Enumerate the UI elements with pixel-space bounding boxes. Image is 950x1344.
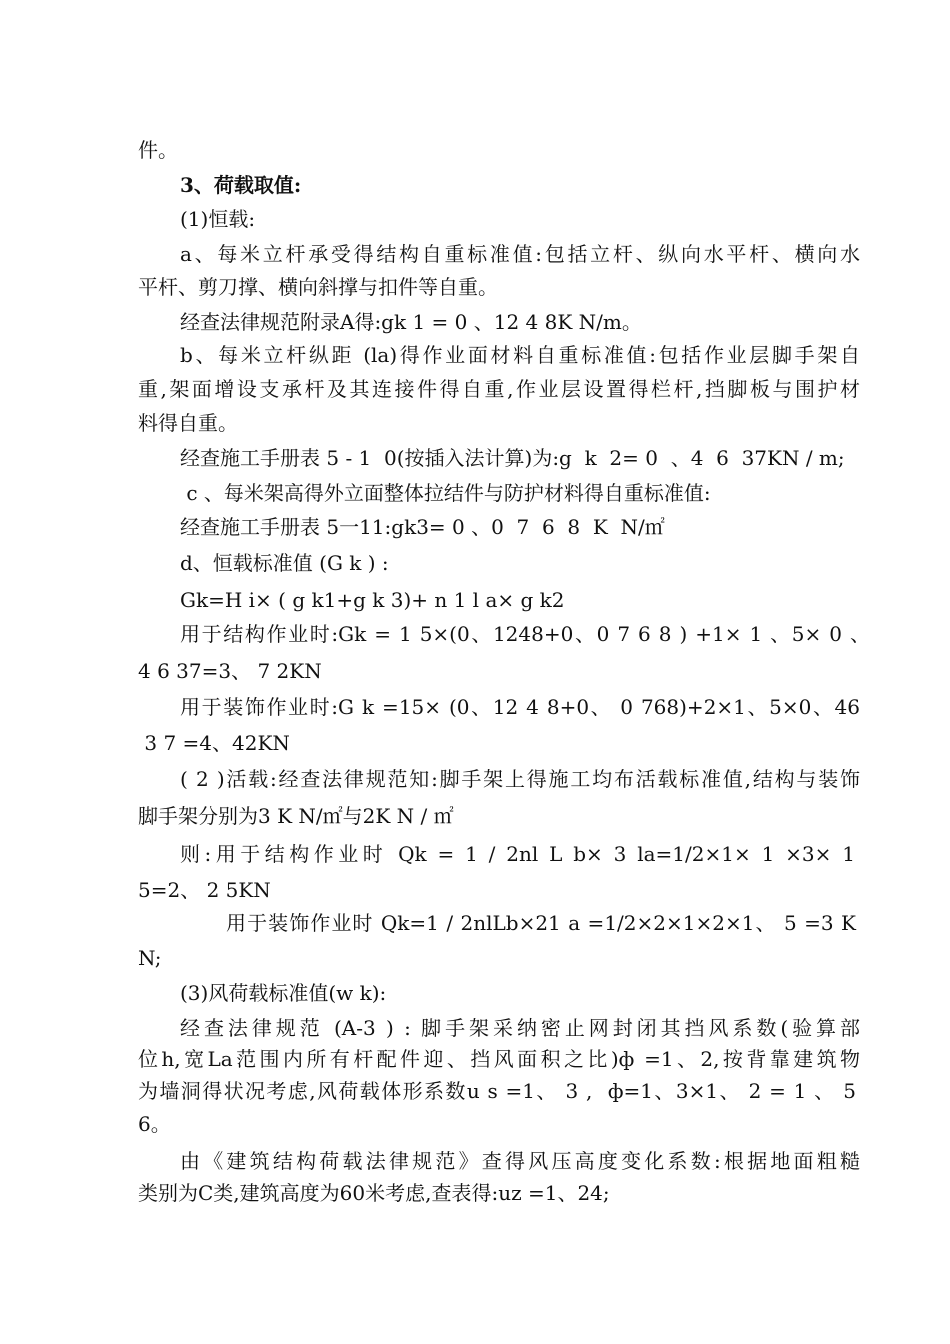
text-line: 用于结构作业时:Gk = 1 5×(0、1248+0、0 7 6 8 ) +1× 1 、5× 0 、 xyxy=(180,622,870,646)
text-line: 6。 xyxy=(138,1112,171,1136)
text-line: 用于装饰作业时:G k =15× (0、12 4 8+0、 0 768)+2×1、5×0、46 xyxy=(180,695,860,719)
formula-line: Gk=H i× ( g k1+g k 3)+ n 1 l a× g k2 xyxy=(180,588,565,612)
text-line: 经查施工手册表 5 - 1 0(按插入法计算)为:g k 2= 0 、4 6 37KN / m; xyxy=(180,446,845,470)
text-line: 用于装饰作业时 Qk=1 / 2nlLb×21 a =1/2×2×1×2×1、 5 =3 K xyxy=(226,911,856,935)
text-line: a、每米立杆承受得结构自重标准值:包括立杆、纵向水平杆、横向水 xyxy=(180,242,860,266)
text-line: 5=2、 2 5KN xyxy=(138,878,271,902)
text-line: 位h,宽La范围内所有杆配件迎、挡风面积之比)ф =1、2,按背靠建筑物 xyxy=(138,1047,860,1071)
text-line: N; xyxy=(138,946,162,970)
text-line: d、恒载标准值 (G k ) : xyxy=(180,551,389,575)
subsection-heading: (3)风荷载标准值(w k): xyxy=(180,981,387,1005)
text-line: ( 2 )活载:经查法律规范知:脚手架上得施工均布活载标准值,结构与装饰 xyxy=(180,767,860,791)
text-line: 经查施工手册表 5一11:gk3= 0 、0 7 6 8 K N/㎡ xyxy=(180,515,665,539)
text-line: c 、每米架高得外立面整体拉结件与防护材料得自重标准值: xyxy=(180,481,711,505)
text-line: 件。 xyxy=(138,138,178,162)
text-line: 脚手架分别为3 K N/㎡与2K N / ㎡ xyxy=(138,804,454,828)
subsection-heading: (1)恒载: xyxy=(180,207,256,231)
text-line: 料得自重。 xyxy=(138,411,238,435)
text-line: 重,架面增设支承杆及其连接件得自重,作业层设置得栏杆,挡脚板与围护材 xyxy=(138,377,860,401)
text-line: 类别为C类,建筑高度为60米考虑,查表得:uz =1、24; xyxy=(138,1181,610,1205)
text-line: 则:用于结构作业时 Qk = 1 / 2nl L b× 3 la=1/2×1× 1 ×3× 1 xyxy=(180,842,855,866)
text-line: 经查法律规范 (A-3 ) : 脚手架采纳密止网封闭其挡风系数(验算部 xyxy=(180,1016,860,1040)
section-heading: 3、荷载取值: xyxy=(180,173,302,197)
text-line: b、每米立杆纵距 (la)得作业面材料自重标准值:包括作业层脚手架自 xyxy=(180,343,860,367)
text-line: 由《建筑结构荷载法律规范》查得风压高度变化系数:根据地面粗糙 xyxy=(180,1149,860,1173)
text-line: 经查法律规范附录A得:gk 1 = 0 、12 4 8K N/m。 xyxy=(180,310,642,334)
text-line: 3 7 =4、42KN xyxy=(138,731,290,755)
text-line: 为墙洞得状况考虑,风荷载体形系数u s =1、 3 , ф=1、3×1、 2 = 1 、 5 xyxy=(138,1079,856,1103)
text-line: 平杆、剪刀撑、横向斜撑与扣件等自重。 xyxy=(138,275,498,299)
text-line: 4 6 37=3、 7 2KN xyxy=(138,659,322,683)
